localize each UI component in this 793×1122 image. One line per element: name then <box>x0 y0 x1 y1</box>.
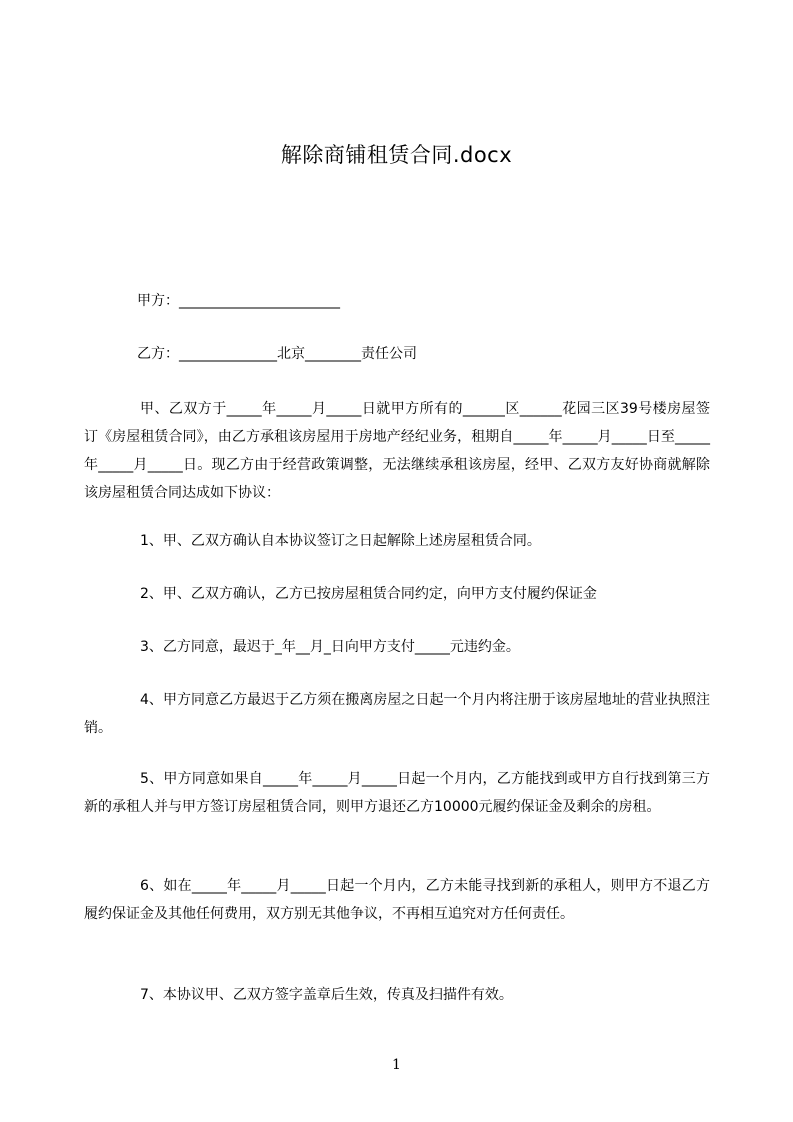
party-b-line: 乙方：______________北京________责任公司 <box>137 346 417 362</box>
clause-3: 3、乙方同意，最迟于_年__月_日向甲方支付_____元违约金。 <box>140 639 520 655</box>
clause-4: 4、甲方同意乙方最迟于乙方须在搬离房屋之日起一个月内将注册于该房屋地址的营业执照注销。 <box>84 692 710 736</box>
page-number: 1 <box>392 1057 401 1073</box>
intro-paragraph: 甲、乙双方于_____年_____月_____日就甲方所有的______区______花园三区39号楼房屋签订《房屋租赁合同》，由乙方承租该房屋用于房地产经纪业务，租期自_____年_____月_____日至_____年_____月_____日。现乙方由于经营政策调整，无法继续承租该房屋，经甲、乙双方友好协商就解除该房屋租赁合同达成如下协议： <box>84 401 710 501</box>
clause-6: 6、如在_____年_____月_____日起一个月内，乙方未能寻找到新的承租人，则甲方不退乙方履约保证金及其他任何费用，双方别无其他争议，不再相互追究对方任何责任。 <box>84 878 710 922</box>
clause-2: 2、甲、乙双方确认，乙方已按房屋租赁合同约定，向甲方支付履约保证金 <box>140 586 597 602</box>
party-a-line: 甲方：_______________________ <box>137 293 340 309</box>
clause-5: 5、甲方同意如果自_____年_____月_____日起一个月内，乙方能找到或甲方自行找到第三方新的承租人并与甲方签订房屋租赁合同，则甲方退还乙方10000元履约保证金及剩余的房租。 <box>84 771 710 815</box>
document-title: 解除商铺租赁合同.docx <box>280 143 513 167</box>
clause-1: 1、甲、乙双方确认自本协议签订之日起解除上述房屋租赁合同。 <box>140 533 541 549</box>
clause-7: 7、本协议甲、乙双方签字盖章后生效，传真及扫描件有效。 <box>140 987 513 1003</box>
